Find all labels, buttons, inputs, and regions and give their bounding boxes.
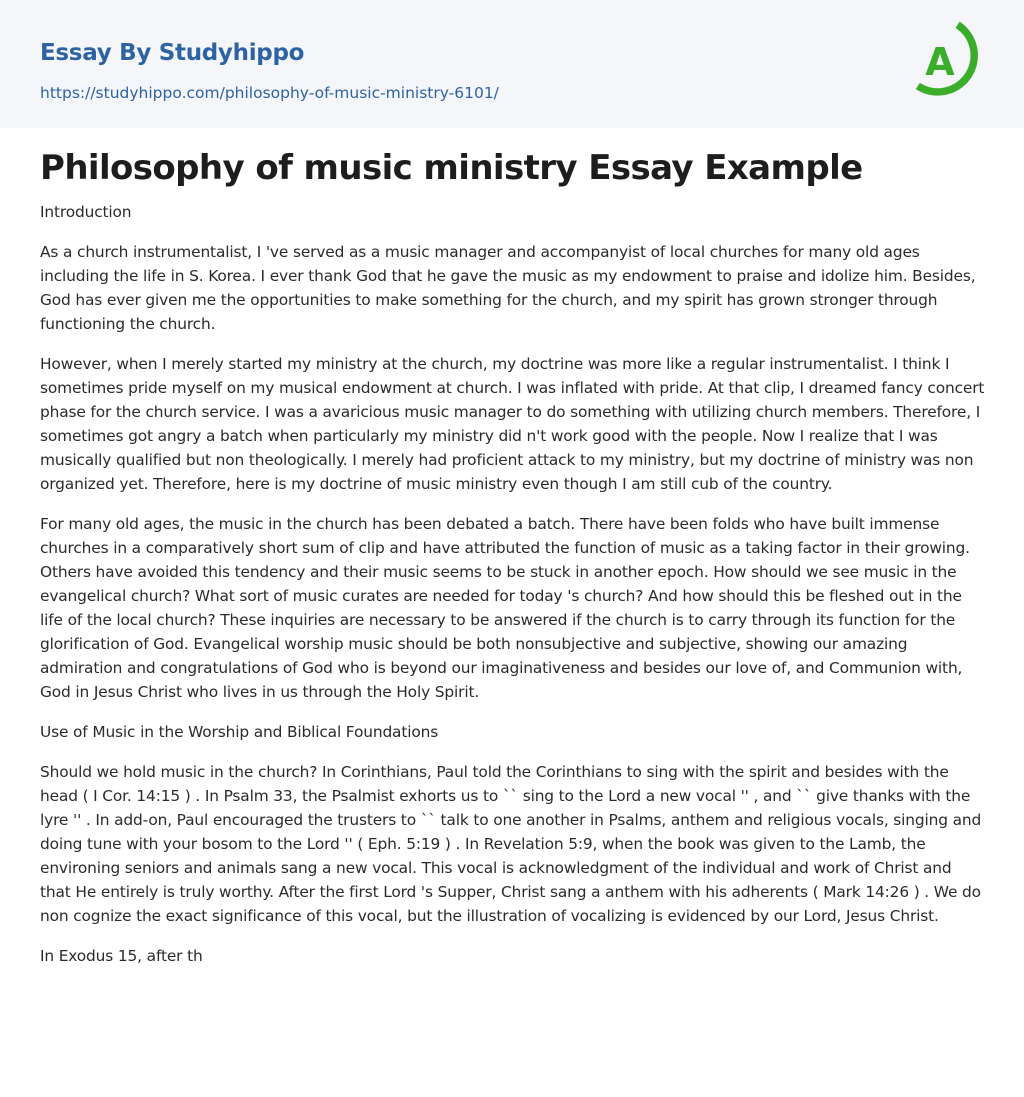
- section-heading-introduction: Introduction: [40, 203, 132, 221]
- paragraph: Should we hold music in the church? In Corinthians, Paul told the Corinthians to sing with the spirit and besides with the head ( I Cor. 14:15 ) . In Psalm 33, the Psalmist exhorts us to `` sing to the Lord a new vocal '' , and `` give thanks with the lyre '' . In add-on, Paul encouraged the trusters to `` talk to one another in Psalms, anthem and religious vocals, singing and doing tune with your bosom to the Lord '' ( Eph. 5:19 ) . In Revelation 5:9, when the book was given to the Lamb, the environing seniors and animals sang a new vocal. This vocal is acknowledgment of the individual and work of Christ and that He entirely is truly worthy. After the first Lord 's Supper, Christ sang a anthem with his adherents ( Mark 14:26 ) . We do non cognize the exact significance of this vocal, but the illustration of vocalizing is evidenced by our Lord, Jesus Christ.: [40, 763, 982, 925]
- page-title: Philosophy of music ministry Essay Example: [40, 148, 863, 188]
- site-brand[interactable]: Essay By Studyhippo: [40, 40, 305, 66]
- paragraph: As a church instrumentalist, I 've served as a music manager and accompanyist of local churches for many old ages including the life in S. Korea. I ever thank God that he gave the music as my endowment to praise and idolize him. Besides, God has ever given me the opportunities to make something for the church, and my spirit has grown stronger through functioning the church.: [40, 243, 976, 333]
- studyhippo-logo-icon[interactable]: [908, 18, 988, 106]
- paragraph: For many old ages, the music in the church has been debated a batch. There have been folds who have built immense churches in a comparatively short sum of clip and have attributed the function of music as a taking factor in their growing. Others have avoided this tendency and their music seems to be stuck in another epoch. How should we see music in the evangelical church? What sort of music curates are needed for today 's church? And how should this be fleshed out in the life of the local church? These inquiries are necessary to be answered if the church is to carry through its function for the glorification of God. Evangelical worship music should be both nonsubjective and subjective, showing our amazing admiration and congratulations of God who is beyond our imaginativeness and besides our love of, and Communion with, God in Jesus Christ who lives in us through the Holy Spirit.: [40, 515, 970, 701]
- paragraph: However, when I merely started my ministry at the church, my doctrine was more like a regular instrumentalist. I think I sometimes pride myself on my musical endowment at church. I was inflated with pride. At that clip, I dreamed fancy concert phase for the church service. I was a avaricious music manager to do something with utilizing church members. Therefore, I sometimes got angry a batch when particularly my ministry did n't work good with the people. Now I realize that I was musically qualified but non theologically. I merely had proficient attack to my ministry, but my doctrine of ministry was non organized yet. Therefore, here is my doctrine of music ministry even though I am still cub of the country.: [40, 355, 985, 493]
- site-header: [0, 0, 1024, 128]
- logo-letter: A: [925, 40, 955, 84]
- essay-url-link[interactable]: https://studyhippo.com/philosophy-of-music-ministry-6101/: [40, 84, 499, 102]
- paragraph-truncated: In Exodus 15, after th: [40, 947, 203, 965]
- section-heading-biblical-foundations: Use of Music in the Worship and Biblical Foundations: [40, 723, 439, 741]
- article: [40, 144, 985, 984]
